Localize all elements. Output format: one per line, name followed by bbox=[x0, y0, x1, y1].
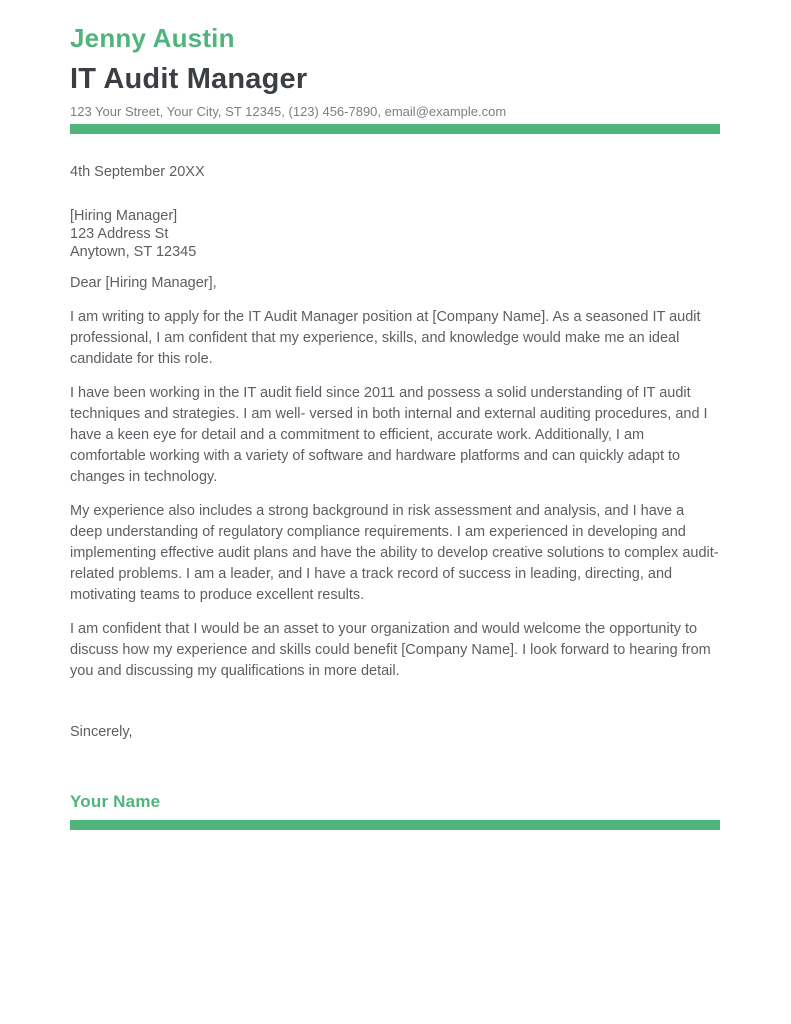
recipient-address-line2: Anytown, ST 12345 bbox=[70, 244, 197, 260]
recipient-name: [Hiring Manager] bbox=[70, 208, 178, 224]
letter-paragraph: I am writing to apply for the IT Audit Manager position at [Company Name]. As a seasoned IT audit professional, I am confident that my experience, skills, and knowledge would make me an ideal candidate for this role. bbox=[70, 309, 701, 367]
closing-line: Sincerely, bbox=[70, 724, 133, 740]
job-title: IT Audit Manager bbox=[70, 63, 308, 95]
salutation: Dear [Hiring Manager], bbox=[70, 275, 217, 291]
letter-paragraph: My experience also includes a strong background in risk assessment and analysis, and I have a deep understanding of regulatory compliance requirements. I am experienced in developing and implementing effective audit plans and have the ability to develop creative solutions to complex audit-related problems. I am a leader, and I have a track record of success in leading, directing, and motivating teams to produce excellent results. bbox=[70, 503, 719, 603]
letter-date: 4th September 20XX bbox=[70, 164, 205, 180]
recipient-address-block bbox=[70, 207, 720, 261]
footer-accent-bar bbox=[70, 820, 720, 830]
letter-paragraph: I am confident that I would be an asset to your organization and would welcome the opportunity to discuss how my experience and skills could benefit [Company Name]. I look forward to hearing from you and discussing my qualifications in more detail. bbox=[70, 621, 711, 679]
letter-header bbox=[70, 22, 720, 134]
contact-info: 123 Your Street, Your City, ST 12345, (123) 456-7890, email@example.com bbox=[70, 104, 507, 119]
letter-paragraph: I have been working in the IT audit field since 2011 and possess a solid understanding of IT audit techniques and strategies. I am well- versed in both internal and external auditing procedures, and I have a keen eye for detail and a commitment to efficient, accurate work. Additionally, I am comfortable working with a variety of software and hardware platforms and can quickly adapt to changes in technology. bbox=[70, 385, 708, 485]
candidate-name: Jenny Austin bbox=[70, 23, 235, 53]
signature-name: Your Name bbox=[70, 792, 161, 811]
header-accent-bar bbox=[70, 124, 720, 134]
letter-body bbox=[70, 162, 720, 830]
recipient-address-line1: 123 Address St bbox=[70, 226, 169, 242]
